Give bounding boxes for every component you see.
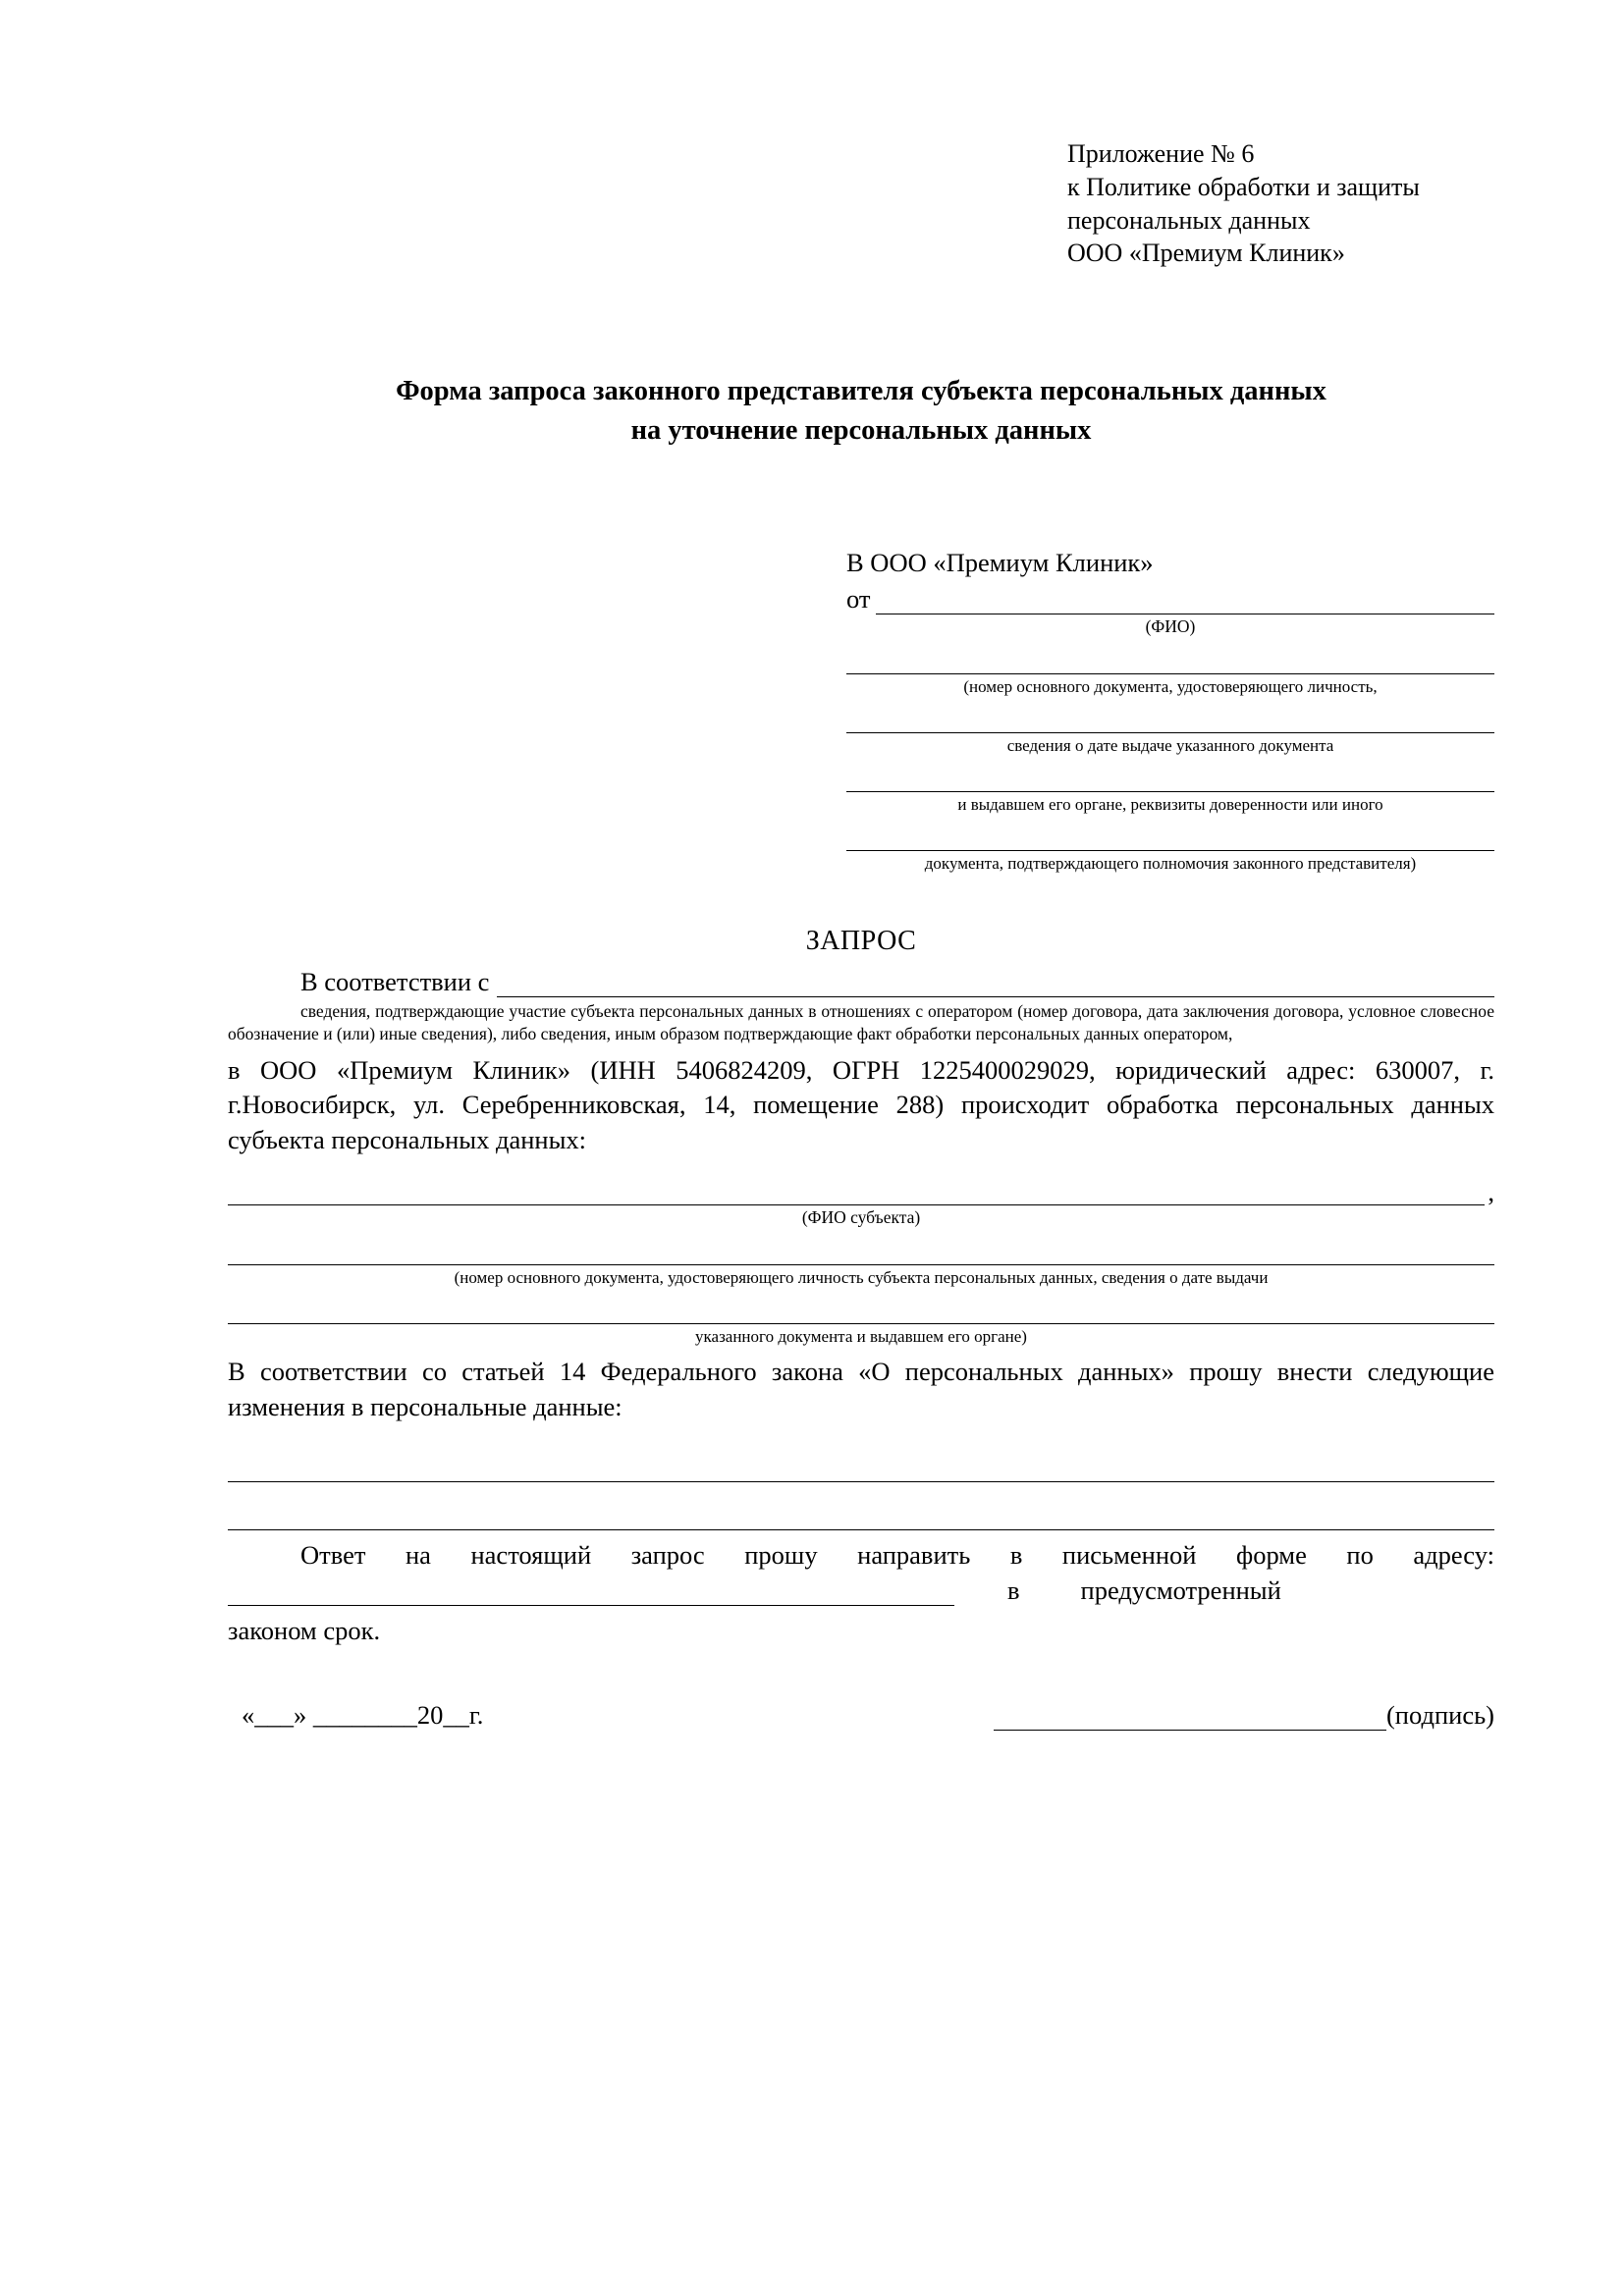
in-accordance-row bbox=[228, 967, 1494, 997]
operator-paragraph: в ООО «Премиум Клиник» (ИНН 5406824209, ОГРН 1225400029029, юридический адрес: 630007, г. г.Новосибирск, ул. Серебренниковская, 14, помещение 288) происходит обработка персональных данных субъекта персональных данных: bbox=[228, 1054, 1494, 1154]
page-title bbox=[228, 372, 1494, 450]
answer-word-v: в bbox=[1007, 1575, 1020, 1606]
page-title-line-2: на уточнение персональных данных bbox=[630, 414, 1092, 446]
addressee-doc-date-input[interactable] bbox=[846, 711, 1494, 733]
header-line-4: ООО «Премиум Клиник» bbox=[1067, 239, 1345, 268]
answer-paragraph bbox=[228, 1536, 1494, 1575]
answer-word-predusmotrenny: предусмотренный bbox=[1080, 1575, 1281, 1606]
subject-doc-input[interactable] bbox=[228, 1243, 1494, 1265]
caption-fio: (ФИО) bbox=[1145, 615, 1196, 636]
signature-label: (подпись) bbox=[1385, 1699, 1494, 1730]
answer-address-input[interactable] bbox=[228, 1583, 954, 1606]
addressee-from-label: от bbox=[846, 583, 871, 614]
addressee-from-row bbox=[846, 584, 1494, 614]
signature-row bbox=[228, 1700, 1494, 1731]
document-header-block bbox=[1067, 137, 1494, 270]
subject-fio-comma: , bbox=[1488, 1177, 1494, 1207]
caption-subject-fio: (ФИО субъекта) bbox=[801, 1206, 921, 1227]
answer-prefix: Ответ на настоящий запрос прошу направить в письменной форме по адресу: bbox=[300, 1540, 1494, 1571]
addressee-doc-organ-input[interactable] bbox=[846, 770, 1494, 792]
changes-line-1-wrap bbox=[228, 1452, 1494, 1482]
addressee-doc-organ-group bbox=[846, 770, 1494, 815]
changes-line-2-wrap bbox=[228, 1500, 1494, 1530]
addressee-doc-number-input[interactable] bbox=[846, 652, 1494, 674]
signature-input[interactable] bbox=[994, 1708, 1386, 1731]
caption-doc-number: (номер основного документа, удостоверяющего личность, bbox=[963, 676, 1378, 696]
changes-input-1[interactable] bbox=[228, 1452, 1494, 1482]
request-heading: ЗАПРОС bbox=[805, 925, 917, 956]
caption-doc-date: сведения о дате выдаче указанного документа bbox=[1006, 735, 1334, 755]
subject-fio-row bbox=[228, 1179, 1494, 1205]
caption-subject-doc: (номер основного документа, удостоверяющего личность субъекта персональных данных, сведения о дате выдачи bbox=[454, 1267, 1269, 1287]
answer-tail: законом срок. bbox=[228, 1616, 381, 1646]
header-line-3: персональных данных bbox=[1067, 205, 1311, 235]
answer-address-row bbox=[228, 1575, 1494, 1606]
addressee-doc-power-group bbox=[846, 828, 1494, 874]
addressee-doc-date-group bbox=[846, 711, 1494, 756]
in-accordance-label: В соответствии с bbox=[300, 966, 490, 996]
subject-doc-input-2[interactable] bbox=[228, 1302, 1494, 1324]
law-paragraph: В соответствии со статьей 14 Федерального закона «О персональных данных» прошу внести следующие изменения в персональные данные: bbox=[228, 1357, 1494, 1421]
subject-doc-group bbox=[228, 1243, 1494, 1288]
caption-doc-organ: и выдавшем его органе, реквизиты доверенности или иного bbox=[957, 795, 1383, 815]
page-title-line-1: Форма запроса законного представителя субъекта персональных данных bbox=[396, 376, 1326, 407]
in-accordance-input[interactable] bbox=[497, 977, 1494, 997]
addressee-fio-input[interactable] bbox=[876, 594, 1494, 614]
document-content bbox=[228, 137, 1494, 1731]
caption-subject-doc-2: указанного документа и выдавшем его органе) bbox=[695, 1327, 1027, 1347]
changes-input-2[interactable] bbox=[228, 1500, 1494, 1530]
addressee-doc-number-group bbox=[846, 652, 1494, 697]
fine-print-text: сведения, подтверждающие участие субъекта персональных данных в отношениях с оператором (номер договора, дата заключения договора, условное словесное обозначение и (или) иные сведения), либо сведения, иным образом подтверждающие факт обработки персональных данных оператором, bbox=[228, 1000, 1494, 1043]
caption-doc-power: документа, подтверждающего полномочия законного представителя) bbox=[924, 854, 1417, 874]
header-line-2: к Политике обработки и защиты bbox=[1067, 172, 1420, 201]
addressee-doc-power-input[interactable] bbox=[846, 828, 1494, 851]
header-line-1: Приложение № 6 bbox=[1067, 139, 1255, 168]
addressee-organization: В ООО «Премиум Клиник» bbox=[846, 547, 1154, 577]
fine-print-note bbox=[228, 1000, 1494, 1045]
subject-fio-input[interactable] bbox=[228, 1181, 1485, 1205]
subject-doc-group-2 bbox=[228, 1302, 1494, 1347]
date-field[interactable]: «___» ________20__г. bbox=[242, 1699, 484, 1730]
addressee-block bbox=[846, 548, 1494, 875]
